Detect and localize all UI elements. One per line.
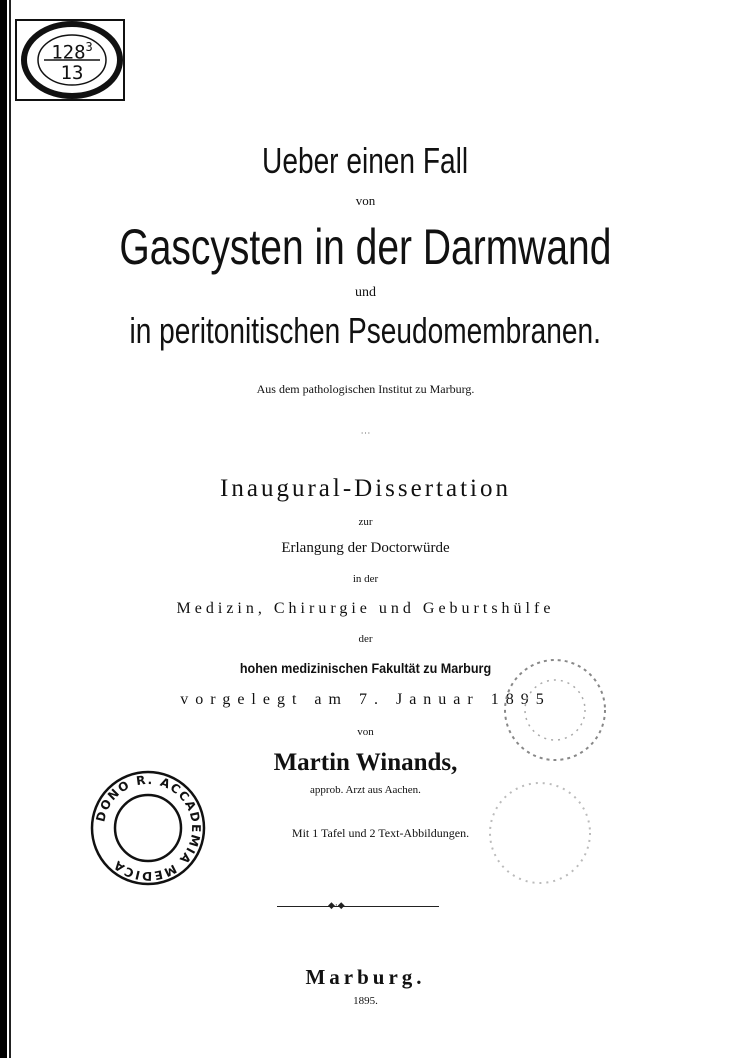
faint-stamp-upper-right: [500, 655, 610, 765]
small-divider: ⋯: [360, 428, 371, 439]
main-title: Gascysten in der Darmwand: [119, 219, 612, 275]
author-name: Martin Winands,: [273, 749, 458, 776]
und-connector: und: [355, 285, 376, 300]
publication-place: Marburg.: [305, 965, 426, 989]
author-role: approb. Arzt aus Aachen.: [310, 784, 421, 796]
divider-ornament-icon: ◆·◆: [328, 901, 345, 911]
faint-stamp-lower-right: [485, 778, 595, 888]
von-connector-2: von: [357, 726, 374, 738]
academy-stamp-graphic: [88, 768, 208, 888]
der-connector: der: [358, 633, 373, 645]
stamp-number-bottom: 13: [60, 62, 84, 84]
faint-stamp-graphic-2: [485, 778, 595, 888]
zur-connector: zur: [358, 516, 373, 528]
von-connector-1: von: [355, 193, 376, 208]
erlangung-line: Erlangung der Doctorwürde: [281, 540, 450, 556]
title-line-3: in peritonitischen Pseudomembranen.: [129, 310, 602, 351]
stamp-number-top: $128^3$: [51, 40, 93, 64]
faculty-line: hohen medizinischen Fakultät zu Marburg: [239, 660, 492, 676]
publication-year: 1895.: [353, 995, 378, 1007]
ornamental-divider: [277, 906, 439, 907]
academy-stamp-text: DONO R. ACCADEMIA MEDICA: [93, 772, 204, 884]
institute-line: Aus dem pathologischen Institut zu Marburg.: [256, 382, 475, 396]
faculty-fields-line: Medizin, Chirurgie und Geburtshülfe: [176, 600, 555, 617]
in-der-connector: in der: [352, 573, 379, 585]
title-line-1: Ueber einen Fall: [262, 140, 469, 181]
submission-date-line: vorgelegt am 7. Januar 1895: [180, 691, 551, 708]
dissertation-heading: Inaugural-Dissertation: [220, 475, 511, 502]
academy-stamp: [88, 768, 208, 888]
svg-text:DONO R. ACCADEMIA MEDICA: [93, 773, 203, 883]
illustrations-line: Mit 1 Tafel und 2 Text-Abbildungen.: [291, 826, 470, 840]
library-stamp: [14, 18, 126, 102]
faint-stamp-graphic: [500, 655, 610, 765]
